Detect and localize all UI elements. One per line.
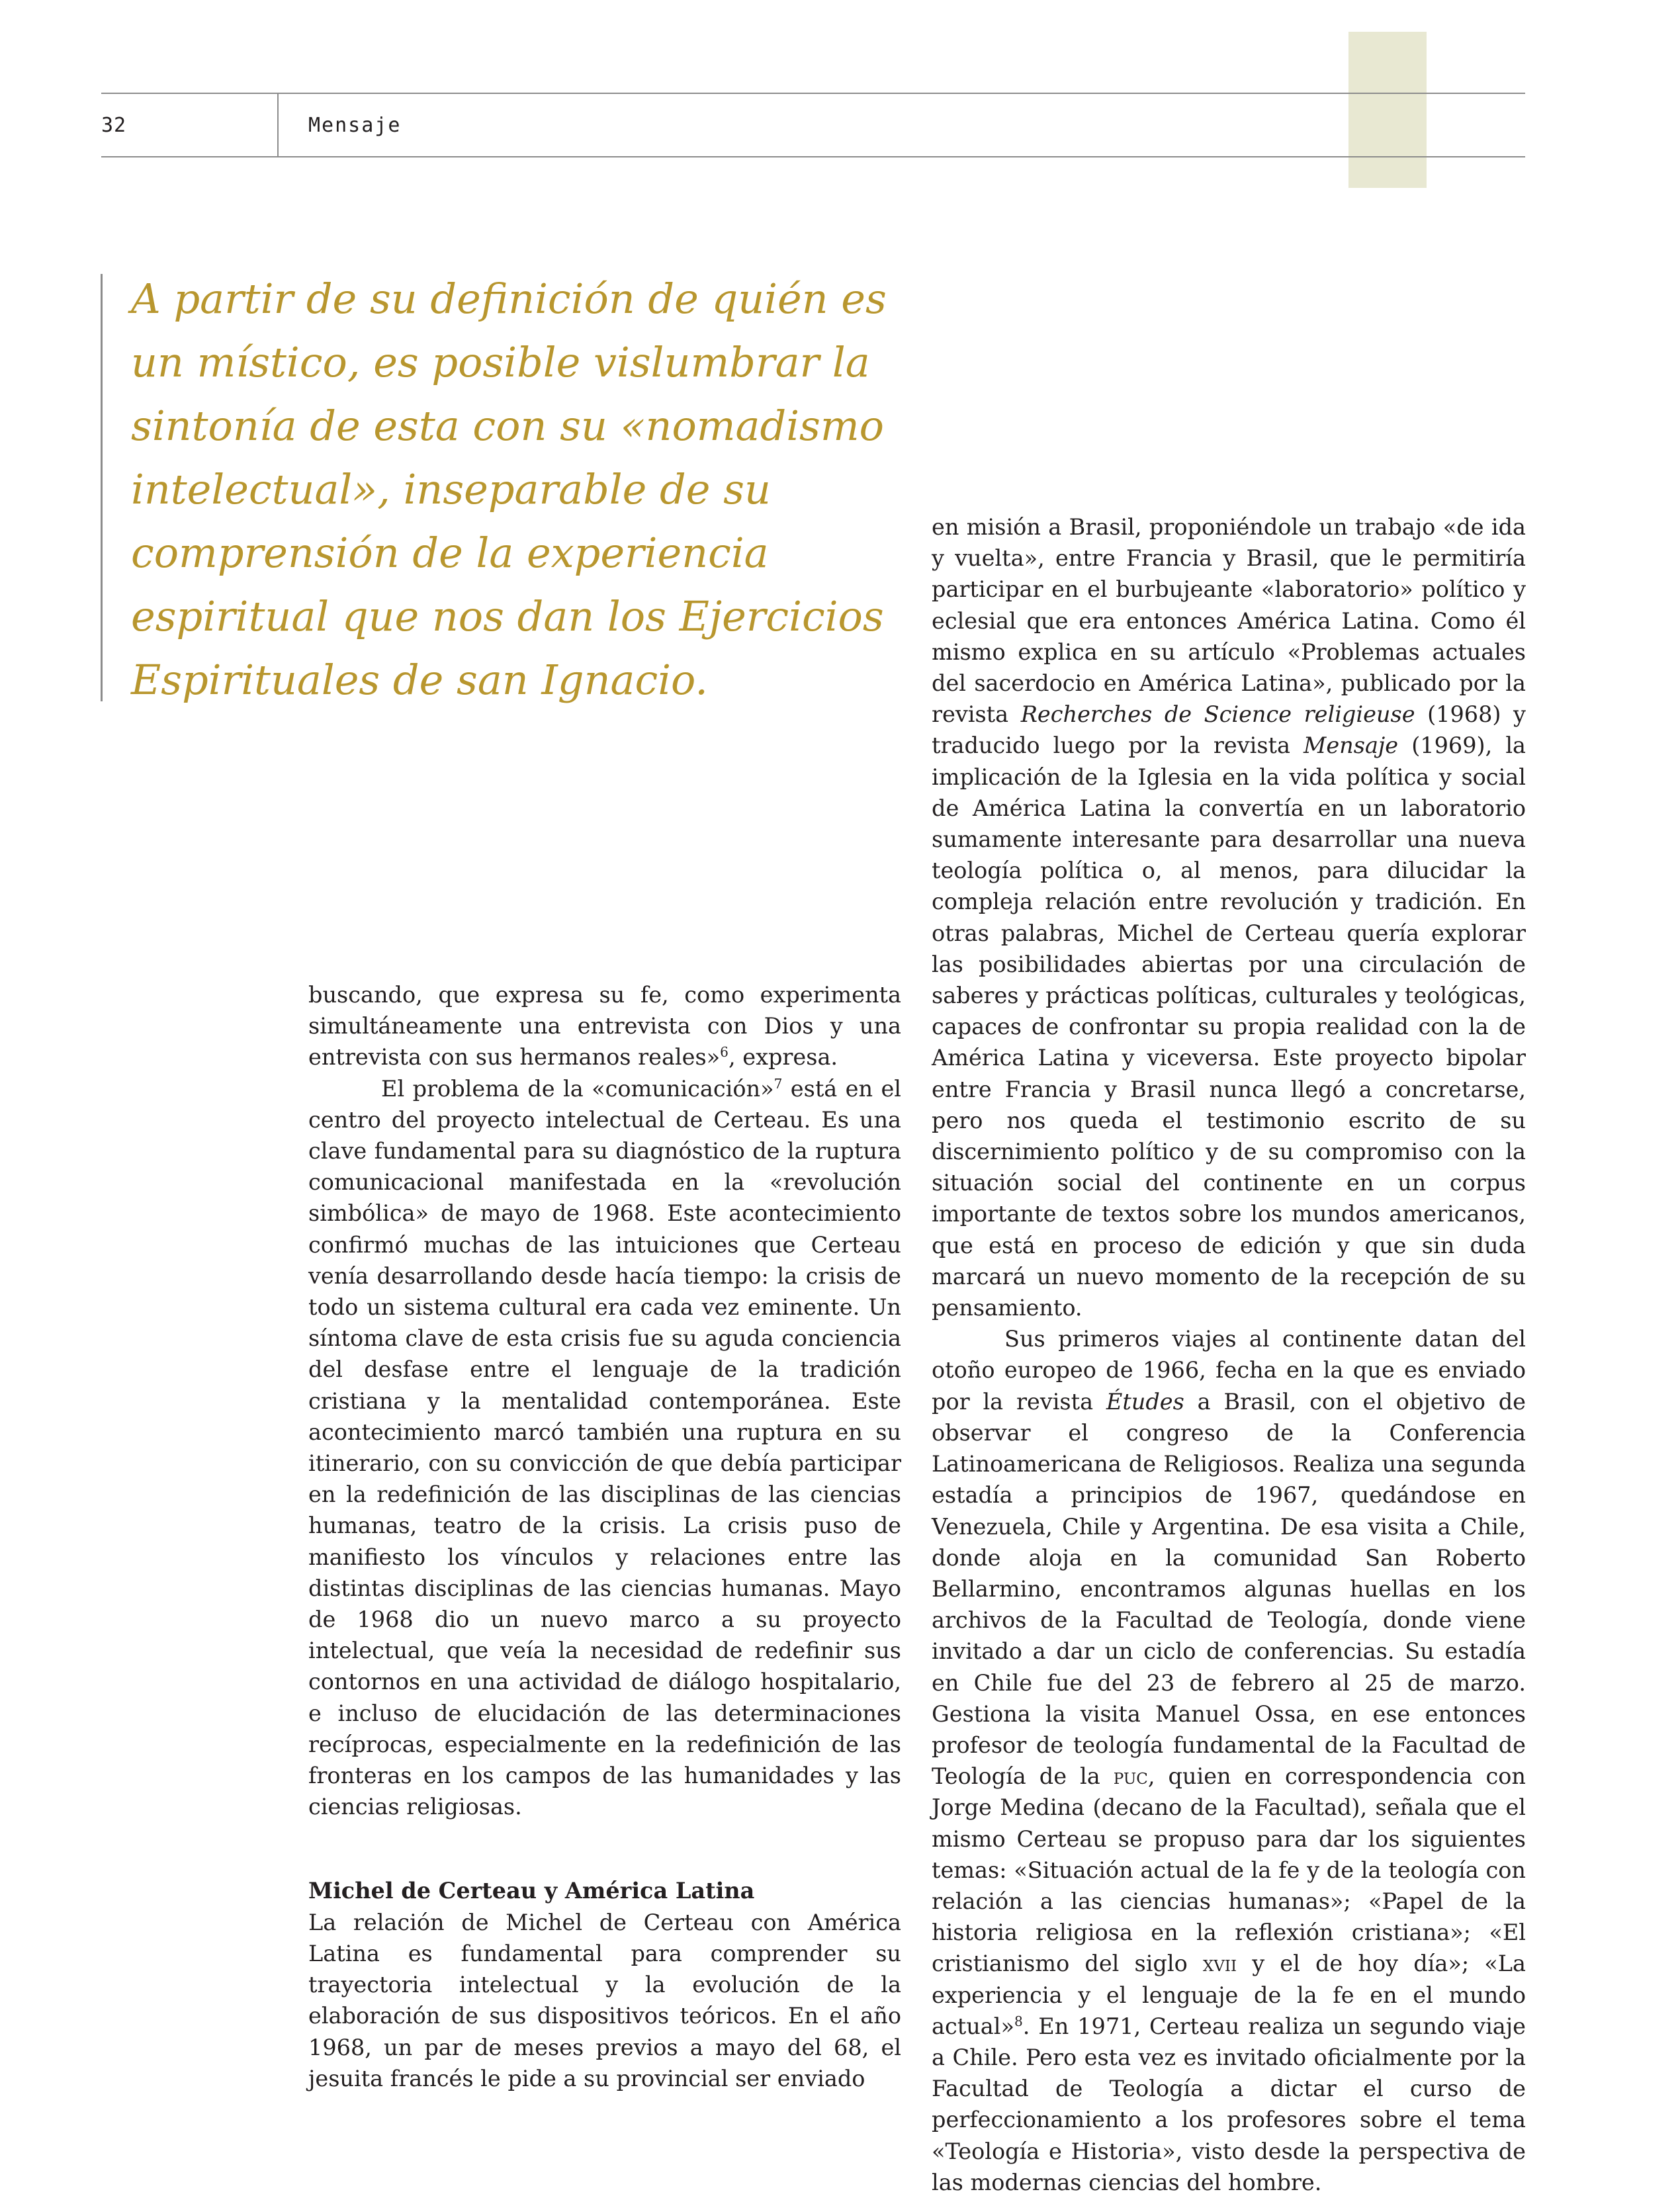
paragraph-text: El problema de la «comunicación» — [381, 1075, 774, 1102]
paragraph — [308, 1073, 901, 1823]
paragraph-text: . En 1971, Certeau realiza un segundo viaje a Chile. Pero esta vez es invitado oficialmente por la Facultad de Teología a dictar el curso de perfeccionamiento a los profesores sobre el tema «Teología e Historia», visto desde la perspectiva de las modernas ciencias del hombre. — [932, 2013, 1526, 2195]
page-number: 32 — [101, 114, 127, 137]
roman-numeral: xvii — [1202, 1951, 1237, 1977]
paragraph-text: buscando, que expresa su fe, como experimenta simultáneamente una entrevista con Dios y una entrevista con sus hermanos reales» — [308, 982, 901, 1071]
footnote-ref: 8 — [1014, 2013, 1023, 2029]
paragraph-text: (1968) y traducido luego por la revista — [932, 701, 1526, 759]
journal-title: Mensaje — [1304, 732, 1399, 759]
paragraph-text: y el de hoy día»; «La experiencia y el lenguaje de la fe en el mundo actual» — [932, 1951, 1526, 2039]
header-divider — [277, 93, 279, 157]
paragraph-text: , quien en correspondencia con Jorge Medina (decano de la Facultad), señala que el mismo Certeau se propuso para dar los siguientes temas: «Situación actual de la fe y de la teología con relación a las ciencias humanas»; «Papel de la historia religiosa en la reflexión cristiana»; «El cristianismo del siglo — [932, 1763, 1526, 1977]
acronym: puc — [1113, 1763, 1148, 1790]
paragraph-text: Sus primeros viajes al continente datan del otoño europeo de 1966, fecha en la que es enviado por la revista — [932, 1326, 1526, 1415]
footnote-ref: 6 — [720, 1044, 729, 1061]
header-top-rule — [101, 93, 1525, 94]
paragraph — [308, 979, 901, 1073]
pull-quote: A partir de su definición de quién es un místico, es posible vislumbrar la sintonía de esta con su «nomadismo intelectual», inseparable de su comprensión de la experiencia espiritual que nos dan los Ejercicios Espirituales de san Ignacio. — [131, 275, 887, 704]
paragraph-text: está en el centro del proyecto intelectual de Certeau. Es una clave fundamental para su diagnóstico de la ruptura comunicacional manifestada en la «revolución simbólica» de mayo de 1968. Este acontecimiento confirmó muchas de las intuiciones que Certeau venía desarrollando desde hacía tiempo: la crisis de todo un sistema cultural era cada vez eminente. Un síntoma clave de esta crisis fue su aguda conciencia del desfase entre el lenguaje de la tradición cristiana y la mentalidad contemporánea. Este acontecimiento marcó también una ruptura en su itinerario, con su convicción de que debía participar en la redefinición de las disciplinas de las ciencias humanas, teatro de la crisis. La crisis puso de manifiesto los vínculos y relaciones entre las distintas disciplinas de las ciencias humanas. Mayo de 1968 dio un nuevo marco a su proyecto intelectual, que veía la necesidad de redefinir sus contornos en una actividad de diálogo hospitalario, e incluso de elucidación de las determinaciones recíprocas, especialmente en la redefinición de las fronteras en los campos de las humanidades y las ciencias religiosas. — [308, 1075, 902, 1820]
right-column — [932, 511, 1526, 2198]
paragraph-text: , expresa. — [728, 1044, 838, 1071]
journal-title: Études — [1106, 1388, 1184, 1415]
paragraph — [932, 511, 1526, 1323]
section-title: Mensaje — [308, 114, 402, 137]
section-subheading: Michel de Certeau y América Latina — [308, 1878, 755, 1904]
paragraph — [932, 1323, 1526, 2198]
header-bottom-rule — [101, 156, 1525, 157]
paragraph-text: en misión a Brasil, proponiéndole un trabajo «de ida y vuelta», entre Francia y Brasil, que le permitiría participar en el burbujeante «laboratorio» político y eclesial que era entonces América Latina. Como él mismo explica en su artículo «Problemas actuales del sacerdocio en América Latina», publicado por la revista — [932, 514, 1526, 728]
journal-title: Recherches de Science religieuse — [1020, 701, 1415, 728]
page-tab-marker — [1348, 32, 1427, 188]
footnote-ref: 7 — [774, 1075, 783, 1092]
paragraph-text: a Brasil, con el objetivo de observar el congreso de la Conferencia Latinoamericana de Religiosos. Realiza una segunda estadía a principios de 1967, quedándose en Venezuela, Chile y Argentina. De esa visita a Chile, donde aloja en la comunidad San Roberto Bellarmino, encontramos algunas huellas en los archivos de la Facultad de Teología, donde viene invitado a dar un ciclo de conferencias. Su estadía en Chile fue del 23 de febrero al 25 de marzo. Gestiona la visita Manuel Ossa, en ese entonces profesor de teología fundamental de la Facultad de Teología de la — [932, 1388, 1526, 1790]
pull-quote-bar — [101, 274, 103, 701]
left-column — [308, 979, 901, 2094]
paragraph: La relación de Michel de Certeau con América Latina es fundamental para comprender su trayectoria intelectual y la evolución de la elaboración de sus dispositivos teóricos. En el año 1968, un par de meses previos a mayo del 68, el jesuita francés le pide a su provincial ser enviado — [308, 1909, 901, 2091]
paragraph-text: (1969), la implicación de la Iglesia en la vida política y social de América Latina la convertía en un laboratorio sumamente interesante para desarrollar una nueva teología política o, al menos, para dilucidar la compleja relación entre revolución y tradición. En otras palabras, Michel de Certeau quería explorar las posibilidades abiertas por una circulación de saberes y prácticas políticas, culturales y teológicas, capaces de confrontar su propia realidad con la de América Latina y viceversa. Este proyecto bipolar entre Francia y Brasil nunca llegó a concretarse, pero nos queda el testimonio escrito de su discernimiento político y de su compromiso con la situación social del continente en un corpus importante de textos sobre los mundos americanos, que está en proceso de edición y que sin duda marcará un nuevo momento de la recepción de su pensamiento. — [932, 732, 1526, 1321]
